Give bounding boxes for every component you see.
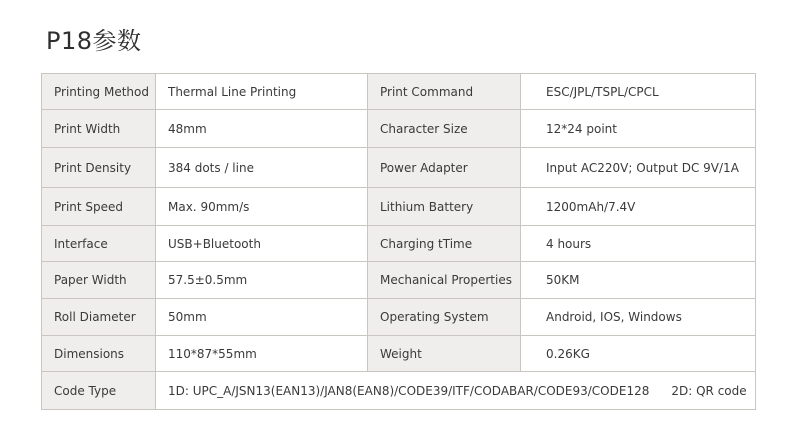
spec-label: Charging tTime: [368, 226, 521, 262]
spec-label: Print Density: [42, 148, 156, 188]
table-row: [42, 262, 756, 299]
spec-label: Print Width: [42, 110, 156, 148]
spec-label: Character Size: [368, 110, 521, 148]
spec-label: Interface: [42, 226, 156, 262]
code-type-1d: 1D: UPC_A/JSN13(EAN13)/JAN8(EAN8)/CODE39/ITF/CODABAR/CODE93/CODE128: [168, 383, 650, 398]
spec-label: Power Adapter: [368, 148, 521, 188]
spec-label: Lithium Battery: [368, 188, 521, 226]
spec-value: 1200mAh/7.4V: [521, 188, 756, 226]
spec-label: Printing Method: [42, 74, 156, 110]
spec-value: Input AC220V; Output DC 9V/1A: [521, 148, 756, 188]
page-title: P18参数: [46, 27, 142, 55]
spec-label: Operating System: [368, 299, 521, 336]
table-row: [42, 188, 756, 226]
spec-value: 4 hours: [521, 226, 756, 262]
spec-label: Roll Diameter: [42, 299, 156, 336]
table-row: [42, 336, 756, 372]
spec-value: 48mm: [156, 110, 368, 148]
table-row-code-type: [42, 372, 756, 410]
spec-table: [41, 73, 756, 410]
spec-value: ESC/JPL/TSPL/CPCL: [521, 74, 756, 110]
table-row: [42, 110, 756, 148]
spec-label: Mechanical Properties: [368, 262, 521, 299]
code-type-label: Code Type: [42, 372, 156, 410]
spec-value: 12*24 point: [521, 110, 756, 148]
code-type-2d: 2D: QR code: [671, 383, 747, 398]
spec-label: Print Command: [368, 74, 521, 110]
code-type-value: [156, 372, 756, 410]
spec-value: 57.5±0.5mm: [156, 262, 368, 299]
spec-label: Paper Width: [42, 262, 156, 299]
spec-value: 110*87*55mm: [156, 336, 368, 372]
table-row: [42, 299, 756, 336]
table-row: [42, 148, 756, 188]
spec-value: Thermal Line Printing: [156, 74, 368, 110]
table-row: [42, 74, 756, 110]
spec-label: Dimensions: [42, 336, 156, 372]
spec-value: 384 dots / line: [156, 148, 368, 188]
spec-label: Print Speed: [42, 188, 156, 226]
spec-value: USB+Bluetooth: [156, 226, 368, 262]
table-row: [42, 226, 756, 262]
spec-value: 50mm: [156, 299, 368, 336]
spec-value: 0.26KG: [521, 336, 756, 372]
spec-value: 50KM: [521, 262, 756, 299]
spec-value: Android, IOS, Windows: [521, 299, 756, 336]
spec-label: Weight: [368, 336, 521, 372]
spec-value: Max. 90mm/s: [156, 188, 368, 226]
